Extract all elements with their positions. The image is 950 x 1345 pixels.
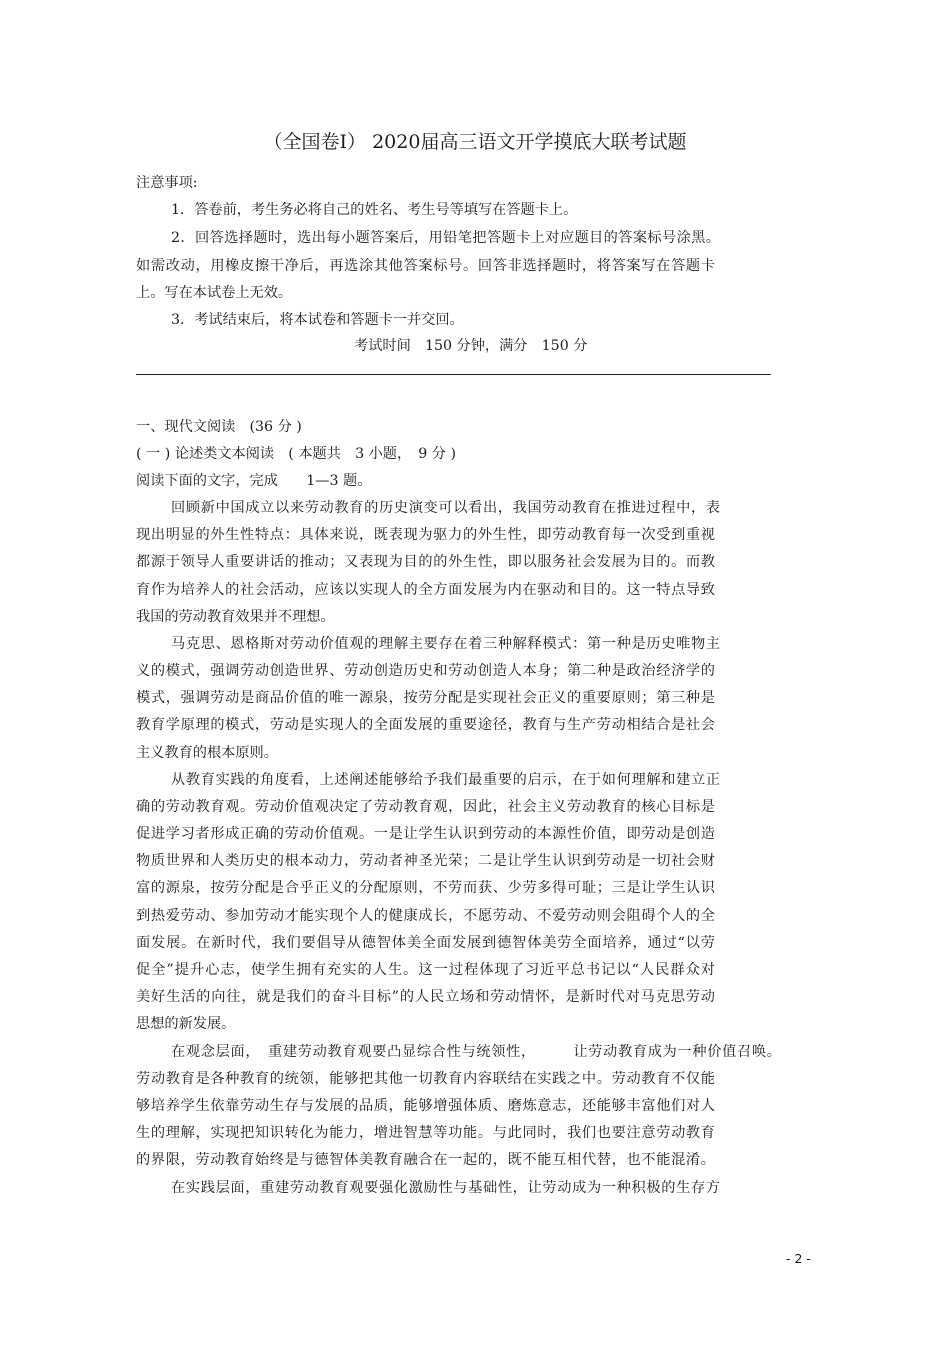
subsection-heading: ( 一 ) 论述类文本阅读 ( 本题共 3 小题， 9 分 ) [136, 446, 457, 462]
body-line: 思想的新发展。 [136, 1016, 236, 1032]
body-line: 够培养学生依靠劳动生存与发展的品质，能够增强体质、磨炼意志，还能够丰富他们对人 [136, 1098, 715, 1114]
body-line: 生的理解，实现把知识转化为能力，增进智慧等功能。与此同时，我们也要注意劳动教育 [136, 1125, 715, 1141]
page-title: （全国卷Ⅰ） 2020届高三语文开学摸底大联考试题 [263, 131, 687, 153]
body-line: 促进学习者形成正确的劳动价值观。一是让学生认识到劳动的本源性价值，即劳动是创造 [136, 826, 715, 842]
body-line: 马克思、恩格斯对劳动价值观的理解主要存在着三种解释模式：第一种是历史唯物主 [171, 636, 720, 652]
body-line: 面发展。在新时代，我们要倡导从德智体美全面发展到德智体美劳全面培养，通过“以劳 [136, 935, 715, 951]
body-line: 劳动教育是各种教育的统领，能够把其他一切教育内容联结在实践之中。劳动教育不仅能 [136, 1071, 715, 1087]
body-line: 教育学原理的模式，劳动是实现人的全面发展的重要途径，教育与生产劳动相结合是社会 [136, 717, 715, 733]
body-line: 模式，强调劳动是商品价值的唯一源泉，按劳分配是实现社会正义的重要原则；第三种是 [136, 690, 715, 706]
body-line: 在实践层面，重建劳动教育观要强化激励性与基础性，让劳动成为一种积极的生存方 [171, 1180, 720, 1196]
body-line: 现出明显的外生性特点：具体来说，既表现为驱力的外生性，即劳动教育每一次受到重视 [136, 527, 715, 543]
body-line: 从教育实践的角度看，上述阐述能够给予我们最重要的启示，在于如何理解和建立正 [171, 772, 720, 788]
body-line: 主义教育的根本原则。 [136, 745, 278, 761]
body-line: 我国的劳动教育效果并不理想。 [136, 609, 335, 625]
body-line: 的界限，劳动教育始终是与德智体美教育融合在一起的，既不能互相代替，也不能混淆。 [136, 1152, 715, 1168]
notice-item: 1．答卷前，考生务必将自己的姓名、考生号等填写在答题卡上。 [171, 202, 578, 218]
body-line: 义的模式，强调劳动创造世界、劳动创造历史和劳动创造人本身；第二种是政治经济学的 [136, 663, 715, 679]
notice-item: 如需改动，用橡皮擦干净后，再选涂其他答案标号。回答非选择题时，将答案写在答题卡 [136, 258, 715, 274]
body-line: 确的劳动教育观。劳动价值观决定了劳动教育观，因此，社会主义劳动教育的核心目标是 [136, 799, 715, 815]
body-line: 育作为培养人的社会活动，应该以实现人的全方面发展为内在驱动和目的。这一特点导致 [136, 582, 715, 598]
body-line: 富的源泉，按劳分配是合乎正义的分配原则，不劳而获、少劳多得可耻；三是让学生认识 [136, 880, 715, 896]
divider [136, 374, 771, 375]
page-number: - 2 - [786, 1251, 811, 1266]
section-heading: 一、现代文阅读 (36 分 ) [136, 419, 302, 435]
body-line: 到热爱劳动、参加劳动才能实现个人的健康成长，不愿劳动、不爱劳动则会阻碍个人的全 [136, 908, 715, 924]
body-line: 都源于领导人重要讲话的推动；又表现为目的的外生性，即以服务社会发展为目的。而教 [136, 554, 715, 570]
instruction: 阅读下面的文字，完成 1—3 题。 [136, 473, 372, 489]
body-line: 回顾新中国成立以来劳动教育的历史演变可以看出，我国劳动教育在推进过程中，表 [171, 500, 720, 516]
notice-item: 2．回答选择题时，选出每小题答案后，用铅笔把答题卡上对应题目的答案标号涂黑。 [171, 230, 720, 246]
body-line: 促全”提升心志，使学生拥有充实的人生。这一过程体现了习近平总书记以“人民群众对 [136, 962, 715, 978]
body-line: 美好生活的向往，就是我们的奋斗目标”的人民立场和劳动情怀，是新时代对马克思劳动 [136, 989, 715, 1005]
notice-heading: 注意事项: [136, 175, 198, 191]
body-line: 物质世界和人类历史的根本动力，劳动者神圣光荣；二是让学生认识到劳动是一切社会财 [136, 853, 715, 869]
notice-item: 上。写在本试卷上无效。 [136, 285, 293, 301]
exam-time: 考试时间 150 分钟，满分 150 分 [354, 338, 588, 354]
notice-item: 3．考试结束后，将本试卷和答题卡一并交回。 [171, 312, 464, 328]
body-line: 在观念层面， 重建劳动教育观要凸显综合性与统领性， 让劳动教育成为一种价值召唤。 [171, 1044, 781, 1060]
